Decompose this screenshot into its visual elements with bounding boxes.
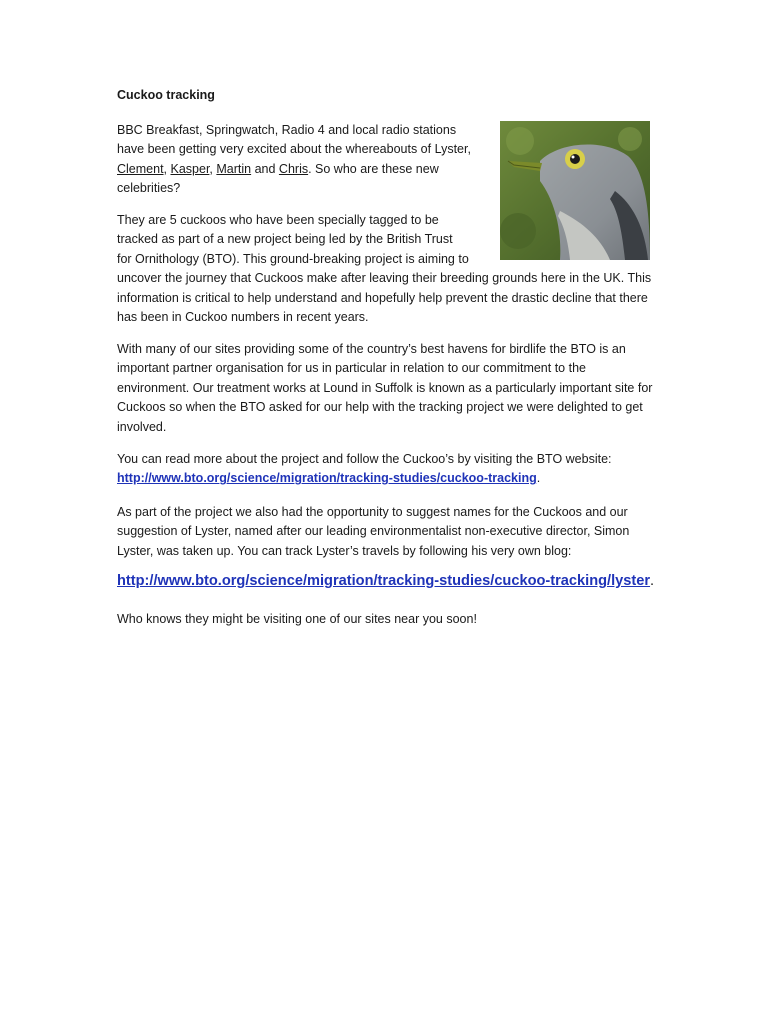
separator: and	[251, 161, 279, 176]
separator: ,	[209, 161, 217, 176]
cuckoos-line-2: tracked as part of a new project being led by the British Trust	[117, 232, 453, 247]
link-tail: .	[536, 471, 541, 486]
closing-paragraph: Who knows they might be visiting one of our sites near you soon!	[117, 612, 477, 626]
intro-text: BBC Breakfast, Springwatch, Radio 4 and local radio stations have been getting very excited about the whereabouts of Lyster,	[117, 123, 471, 157]
cuckoos-paragraph	[117, 211, 657, 327]
link-tail: .	[650, 573, 655, 589]
lyster-blog-link[interactable]: http://www.bto.org/science/migration/tracking-studies/cuckoo-tracking/lyster	[117, 573, 651, 589]
lyster-link-paragraph	[117, 570, 677, 592]
cuckoos-line-3: for Ornithology (BTO). This ground-breaking project is aiming to	[117, 251, 469, 266]
bto-tracking-link[interactable]: http://www.bto.org/science/migration/tracking-studies/cuckoo-tracking	[117, 471, 537, 486]
cuckoo-name-kasper[interactable]: Kasper	[170, 161, 210, 176]
cuckoo-name-clement[interactable]: Clement	[117, 161, 164, 176]
separator: ,	[163, 161, 171, 176]
intro-paragraph	[117, 121, 477, 199]
cuckoos-line-1: They are 5 cuckoos who have been specially tagged to be	[117, 213, 439, 227]
page-title: Cuckoo tracking	[117, 88, 215, 102]
cuckoo-name-martin[interactable]: Martin	[216, 161, 252, 176]
partner-paragraph: With many of our sites providing some of the country’s best havens for birdlife the BTO is an important partner organisation for us in particular in relation to our commitment to the environment. Our treatment works at Lound in Suffolk is known as a particularly important site for Cuckoos so when the BTO asked for our help with the tracking project we were delighted to get involved.	[117, 342, 653, 434]
naming-paragraph: As part of the project we also had the opportunity to suggest names for the Cuckoos and our suggestion of Lyster, named after our leading environmentalist non-executive director, Simon Lyster, was taken up. You can track Lyster’s travels by following his very own blog:	[117, 505, 630, 558]
bto-website-paragraph	[117, 450, 657, 489]
cuckoo-name-chris[interactable]: Chris	[278, 161, 309, 176]
intro-text-end: . So who are these new celebrities?	[117, 161, 439, 196]
cuckoos-rest: uncover the journey that Cuckoos make after leaving their breeding grounds here in the UK. This information is critical to help understand and hopefully help prevent the drastic decline that there has been in Cuckoo numbers in recent years.	[117, 271, 652, 325]
bto-website-text: You can read more about the project and follow the Cuckoo’s by visiting the BTO website:	[117, 452, 612, 466]
